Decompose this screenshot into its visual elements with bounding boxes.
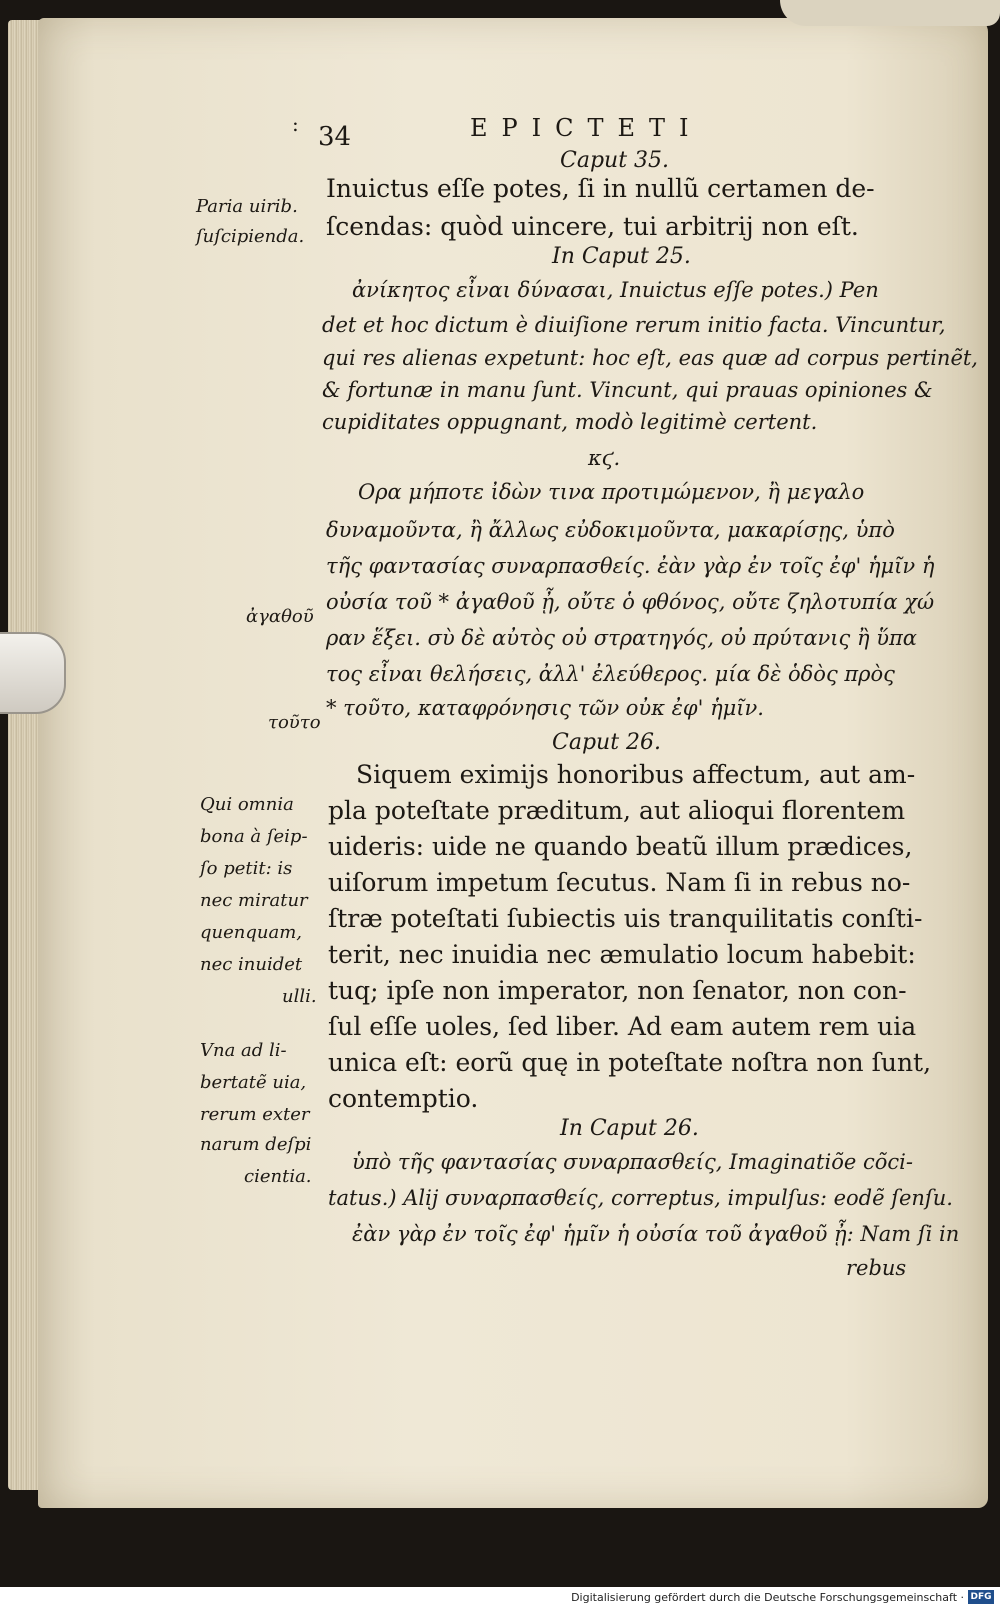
greek-line: δυναμοῦντα, ἢ ἄλλως εὐδοκιμοῦντα, μακαρίσῃς, ὑπὸ [326,518,895,542]
text-line: uiſorum impetum ſecutus. Nam ſi in rebus no- [328,868,911,897]
margin-note: ſuſcipienda. [196,226,305,247]
text-line: unica eſt: eorũ quę in poteſtate noſtra non ſunt, [328,1048,932,1077]
page-clip [0,632,66,714]
text-line: Siquem eximijs honoribus affectum, aut am- [356,760,916,789]
margin-note: Vna ad li- [200,1040,287,1061]
commentary-line: & fortunæ in manu ſunt. Vincunt, qui prauas opiniones & [322,378,933,402]
footer-credit: Digitalisierung gefördert durch die Deutsche Forschungsgemeinschaft · [571,1591,964,1604]
margin-note: τοῦτο [268,712,321,733]
torn-page-corner [780,0,1000,26]
greek-line: τῆς φαντασίας συναρπασθείς. ἐὰν γὰρ ἐν τοῖς ἐφ' ἡμῖν ἡ [326,554,935,578]
text-line: terit, nec inuidia nec æmulatio locum habebit: [328,940,916,969]
text-line: uideris: uide ne quando beatũ illum prædices, [328,832,913,861]
greek-heading: κϛ. [588,446,621,470]
margin-note: Qui omnia [200,794,294,815]
chapter-heading: Caput 26. [552,730,662,755]
margin-note: ulli. [282,986,317,1007]
commentary-line: ἐὰν γὰρ ἐν τοῖς ἐφ' ἡμῖν ἡ οὐσία τοῦ ἀγαθοῦ ᾖ: Nam ſi in [352,1222,960,1246]
commentary-heading: In Caput 25. [552,244,691,269]
commentary-line: tatus.) Alij συναρπασθείς, correptus, impulſus: eodẽ ſenſu. [328,1186,953,1210]
text-line: Inuictus eſſe potes, ſi in nullũ certamen de- [326,174,875,203]
text-line: ſul eſſe uoles, ſed liber. Ad eam autem rem uia [328,1012,917,1041]
margin-note: cientia. [244,1166,312,1187]
greek-line: τος εἶναι θελήσεις, ἀλλ' ἐλεύθερος. μία δὲ ὁδὸς πρὸς [326,662,895,686]
catchword: rebus [846,1256,907,1280]
margin-note: Paria uirib. [196,196,298,217]
greek-line: Ορα μήποτε ἰδὼν τινα προτιμώμενον, ἢ μεγαλο [358,480,865,504]
dfg-logo: DFG [968,1590,994,1604]
margin-note: narum deſpi [200,1134,312,1155]
commentary-heading: In Caput 26. [560,1116,699,1141]
text-line: tuq; ipſe non imperator, non ſenator, non con- [328,976,907,1005]
footer-bar [0,1587,1000,1607]
margin-note: ἀγαθοῦ [246,606,314,627]
greek-line: ραν ἕξει. σὺ δὲ αὐτὸς οὐ στρατηγός, οὐ πρύτανις ἢ ὕπα [326,626,917,650]
text-line: ſtræ poteſtati ſubiectis uis tranquilitatis conſti- [328,904,923,933]
margin-note: quenquam, [200,922,302,943]
margin-note: nec miratur [200,890,308,911]
text-line: ſcendas: quòd uincere, tui arbitrij non eſt. [326,212,859,241]
margin-note: ſo petit: is [200,858,293,879]
page-number: 34 [318,122,352,152]
margin-note: bona à ſeip- [200,826,308,847]
margin-note: rerum exter [200,1104,310,1125]
commentary-line: ὑπὸ τῆς φαντασίας συναρπασθείς, Imaginatiõe cõci- [352,1150,913,1174]
commentary-line: qui res alienas expetunt: hoc eſt, eas quæ ad corpus pertinẽt, [322,346,978,370]
text-line: contemptio. [328,1084,479,1113]
margin-note: bertatẽ uia, [200,1072,307,1093]
header-mark: : [292,112,299,136]
text-line: pla poteſtate præditum, aut alioqui florentem [328,796,906,825]
chapter-heading: Caput 35. [560,148,670,173]
margin-note: nec inuidet [200,954,303,975]
commentary-line: ἀνίκητος εἶναι δύνασαι, Inuictus eſſe potes.) Pen [352,278,879,302]
running-title: EPICTETI [470,114,703,142]
greek-line: * τοῦτο, καταφρόνησις τῶν οὐκ ἐφ' ἡμῖν. [326,696,764,720]
greek-line: οὐσία τοῦ * ἀγαθοῦ ᾖ, οὔτε ὁ φθόνος, οὔτε ζηλοτυπία χώ [326,590,935,614]
commentary-line: cupiditates oppugnant, modò legitimè certent. [322,410,818,434]
commentary-line: det et hoc dictum è diuiſione rerum initio facta. Vincuntur, [322,313,946,337]
